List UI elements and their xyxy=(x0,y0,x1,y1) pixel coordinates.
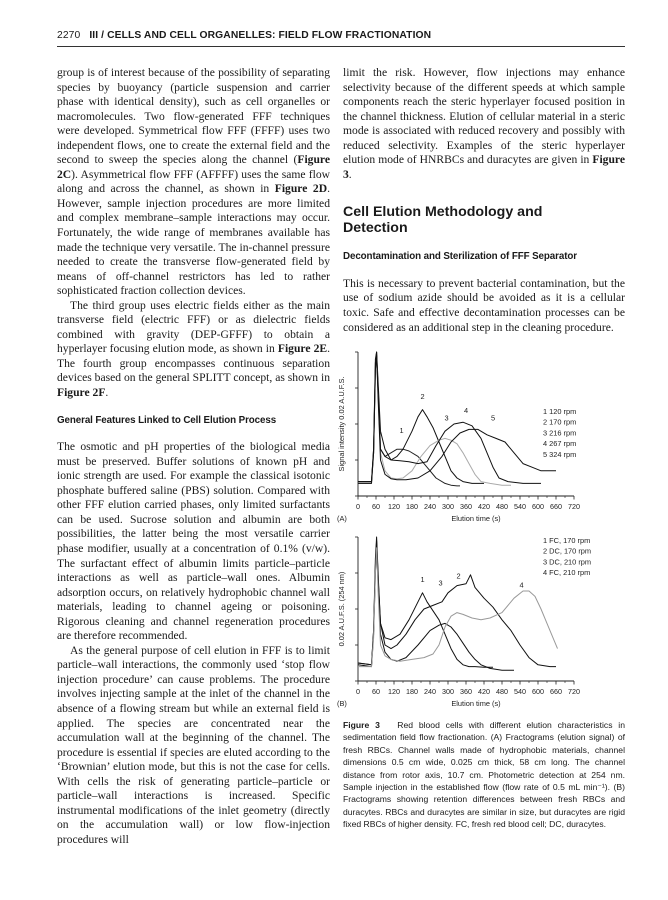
y-axis-label: 0.02 A.U.F.S. (254 nm) xyxy=(337,571,346,647)
paragraph: group is of interest because of the possibility of separating species by buoyancy (particle suspension and carrier phase with identical density), such as cell organelles or macromolecules. Two flow-generated FFF techniques were developed. Symmetrical flow FFF (FFFF) uses two independent flows, one to create the external field and the second to sweep the species along the channel (Figure 2C). Asymmetrical flow FFF (AFFFF) uses the same flow along and across the channel, as shown in Figure 2D. However, sample injection procedures are more limited and complex membrane–sample interactions may occur. Fortunately, the wide range of membranes available has made the technique very versatile. The in-channel pressure needed to create the transverse flow-generated field by means of off-channel restrictors has led to rather sophisticated fraction collection devices. xyxy=(57,66,330,298)
x-tick-label: 300 xyxy=(442,502,454,511)
figure-reference[interactable]: Figure 2D xyxy=(274,182,328,196)
subsection-heading: Decontamination and Sterilization of FFF Separator xyxy=(343,251,577,263)
x-tick-label: 660 xyxy=(550,502,562,511)
legend-entry: 1 FC, 170 rpm xyxy=(543,536,591,545)
x-tick-label: 240 xyxy=(424,502,436,511)
paragraph: This is necessary to prevent bacterial contamination, but the use of sodium azide should be avoided as it is a cellular toxic. Safe and effective decontamination processes can be considered as an additional step in the cleaning procedure. xyxy=(343,276,625,334)
series-label: 1 xyxy=(420,575,425,584)
legend-entry: 4 FC, 210 rpm xyxy=(543,568,591,578)
legend-entry: 2 DC, 170 rpm xyxy=(543,546,592,556)
paragraph: As the general purpose of cell elution in FFF is to limit particle–wall interactions, the commonly used ‘stop flow injection procedure’ can cause problems. The procedure involves injecting sample at the inlet of the channel in the absence of a flowing stream but while an external field is applied. The species are concentrated near the accumulation wall at the beginning of the channel. The procedure is essential if species are eluted according to the ‘Brownian’ elution mode, but this is not the case for cells. With cells the risk of generating particle–particle or particle–wall interactions is increased. Specific instrumental modifications of the inlet geometry (directly on the accumulation wall) or low flow-injection procedures will xyxy=(57,643,330,846)
legend-entry: 5 324 rpm xyxy=(543,449,577,459)
figure-reference[interactable]: Figure 3 xyxy=(343,153,625,181)
x-axis-label: Elution time (s) xyxy=(451,699,501,708)
running-title: III / CELLS AND CELL ORGANELLES: FIELD FLOW FRACTIONATION xyxy=(89,30,432,41)
figure-reference[interactable]: Figure 2F xyxy=(57,386,106,400)
x-tick-label: 540 xyxy=(514,687,526,696)
subsection-heading: General Features Linked to Cell Elution Process xyxy=(57,414,277,426)
x-tick-label: 300 xyxy=(442,687,454,696)
caption-text: Red blood cells with different elution characteristics in sedimentation field flow fractionation. (A) Fractograms (elution signal) of fresh RBCs. Channel walls made of hydrophobic materials, channel dimensions 0.5 cm wide, 0.025 cm thick, 58 cm long. The channel distance from rotor axis, 10.7 cm. Photometric detection at 254 nm. Sample injection in the established flow (flow rate of 0.5 mL min⁻¹). (B) Fractograms showing retention differences between fresh RBCs and duracytes. RBCs and duracytes are similar in size, but duracytes are rigid fixed RBCs of higher density. FC, fresh red blood cell; DC, duracytes. xyxy=(343,720,625,830)
x-tick-label: 180 xyxy=(406,687,418,696)
x-tick-label: 720 xyxy=(568,502,580,511)
chart-panel-b xyxy=(337,536,591,708)
x-tick-label: 180 xyxy=(406,502,418,511)
section-heading: Cell Elution Methodology and Detection xyxy=(343,204,543,237)
paragraph: The third group uses electric fields either as the main transverse field (electric FFF) or as dielectric fields combined with gravity (DEP-GFFF) to obtain a hyperlayer focusing elution mode, as shown in Figure 2E. The fourth group encompasses continuous separation devices based on the general SPLITT concept, as shown in Figure 2F. xyxy=(57,298,331,400)
x-tick-label: 0 xyxy=(356,502,360,511)
series-line-5 xyxy=(358,356,556,484)
series-label: 5 xyxy=(490,413,496,423)
x-axis-label: Elution time (s) xyxy=(451,514,501,523)
x-tick-label: 420 xyxy=(478,502,490,511)
series-label: 3 xyxy=(444,413,449,423)
x-tick-label: 120 xyxy=(388,687,400,696)
x-tick-label: 240 xyxy=(424,687,436,696)
paragraph: The osmotic and pH properties of the biological media must be preserved. Buffer solutions of known pH and ionic strength are used. For example the classical isotonic phosphate buffered saline (PBS) solution. Compared with other FFF elution carried phases, only limited surfactants can be used. Sucrose solution and albumin are both possibilities, the latter being the most versatile carrier phase modifier, usually at a concentration of 0.1% (v/w). The surfactant effect of albumin limits particle–particle interactions as well as particle–wall ones. Albumin adsorption occurs, on relatively hydrophobic channel wall materials, leading to channel ageing or poisoning. Rigorous cleaning and channel regeneration procedures are therefore recommended. xyxy=(57,440,330,643)
x-tick-label: 600 xyxy=(532,687,544,696)
panel-label: (A) xyxy=(337,514,347,523)
series-line-2 xyxy=(358,537,556,667)
x-tick-label: 420 xyxy=(478,687,490,696)
series-line-4 xyxy=(358,352,541,483)
x-tick-label: 360 xyxy=(460,687,472,696)
x-tick-label: 0 xyxy=(356,687,360,696)
figure-caption xyxy=(343,719,625,831)
y-axis-label: Signal intensity 0.02 A.U.F.S. xyxy=(337,376,346,472)
legend-entry: 2 170 rpm xyxy=(543,417,577,427)
series-label: 4 xyxy=(519,580,524,590)
right-column xyxy=(343,66,625,335)
series-line-4 xyxy=(358,548,558,667)
chart-panel-a xyxy=(337,352,580,523)
x-tick-label: 540 xyxy=(514,502,526,511)
legend-entry: 3 DC, 210 rpm xyxy=(543,557,592,567)
panel-label: (B) xyxy=(337,699,347,708)
x-tick-label: 480 xyxy=(496,502,508,511)
series-label: 3 xyxy=(438,578,443,588)
series-label: 4 xyxy=(463,406,469,416)
figure-3 xyxy=(335,340,625,720)
x-tick-label: 60 xyxy=(372,502,380,511)
series-label: 2 xyxy=(420,391,425,401)
x-tick-label: 360 xyxy=(460,502,472,511)
paragraph: limit the risk. However, flow injections may enhance selectivity because of the different speeds at which sample components reach the steric hyperlayer focused position in the channel thickness. Elution of cellular material in a steric mode is associated with reduced recovery and possibly with reduced selectivity. Examples of the steric hyperlayer elution mode of HNRBCs and duracytes are given in Figure 3. xyxy=(343,66,625,181)
figure-3-chart xyxy=(335,340,625,720)
x-tick-label: 60 xyxy=(372,687,380,696)
left-column xyxy=(57,66,330,847)
x-tick-label: 720 xyxy=(568,687,580,696)
caption-label: Figure 3 xyxy=(343,720,380,730)
x-tick-label: 480 xyxy=(496,687,508,696)
x-tick-label: 120 xyxy=(388,502,400,511)
x-tick-label: 660 xyxy=(550,687,562,696)
series-label: 2 xyxy=(456,571,461,581)
legend-entry: 3 216 rpm xyxy=(543,428,577,438)
figure-reference[interactable]: Figure 2C xyxy=(57,153,330,181)
figure-reference[interactable]: Figure 2E xyxy=(277,342,328,356)
series-label: 1 xyxy=(399,426,404,435)
legend-entry: 4 267 rpm xyxy=(543,439,577,449)
page-number: 2270 xyxy=(57,30,81,41)
series-line-3 xyxy=(358,548,514,670)
legend-entry: 1 120 rpm xyxy=(543,407,577,416)
x-tick-label: 600 xyxy=(532,502,544,511)
running-header xyxy=(57,30,625,47)
